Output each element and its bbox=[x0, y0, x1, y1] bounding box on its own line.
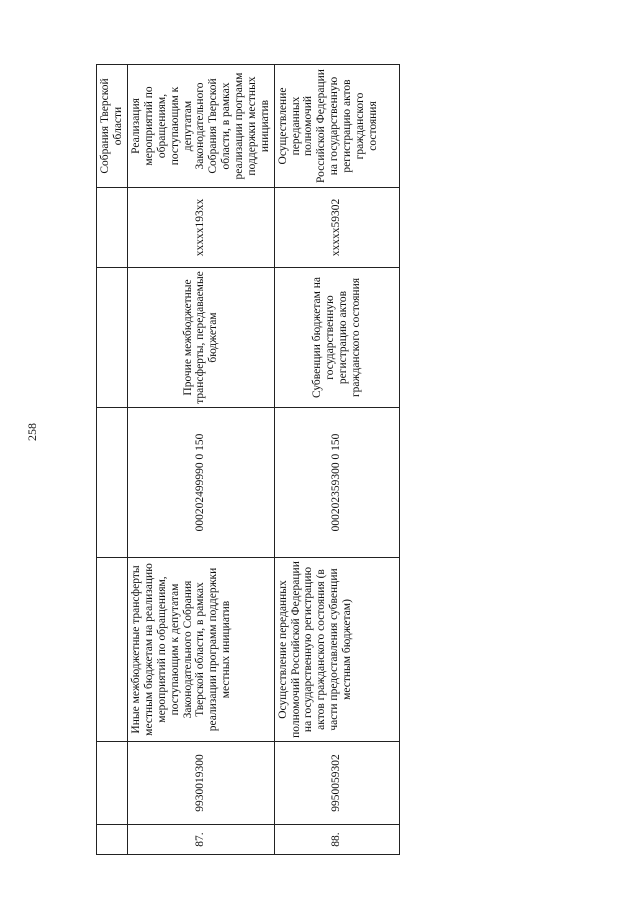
row-name: Осуществление переданных полномочий Российской Федерации на государственную регистрацию актов гражданского состояния (в части предоставления субвенции местным бюджетам) bbox=[274, 558, 399, 742]
table-row bbox=[274, 65, 399, 855]
row-budget-code: 000202359300 0 150 bbox=[274, 408, 399, 558]
table-cell bbox=[97, 408, 128, 558]
row-budget-code: 000202499990 0 150 bbox=[128, 408, 275, 558]
row-name: Иные межбюджетные трансферты местным бюджетам на реализацию мероприятий по обращениям, поступающим к депутатам Законодательного Собрания Тверской области, в рамках реализации программ поддержки местных инициатив bbox=[128, 558, 275, 742]
row-target-code: xxxxx193xx bbox=[128, 188, 275, 268]
budget-table bbox=[96, 64, 400, 855]
row-code: 9950059302 bbox=[274, 742, 399, 825]
table-cell bbox=[97, 188, 128, 268]
row-code: 9930019300 bbox=[128, 742, 275, 825]
table-cell bbox=[97, 268, 128, 408]
row-purpose: Осуществление переданных полномочий Российской Федерации на государственную регистрацию актов гражданского состояния bbox=[274, 65, 399, 188]
table-cell bbox=[97, 742, 128, 825]
table-cell bbox=[97, 558, 128, 742]
row-target-code: xxxxx59302 bbox=[274, 188, 399, 268]
table-row bbox=[97, 65, 128, 855]
row-number: 88. bbox=[274, 825, 399, 855]
header-purpose-cell: Собрания Тверской области bbox=[97, 65, 128, 188]
page-number: 258 bbox=[25, 423, 39, 441]
row-budget-name: Прочие межбюджетные трансферты, передаваемые бюджетам bbox=[128, 268, 275, 408]
row-budget-name: Субвенции бюджетам на государственную регистрацию актов гражданского состояния bbox=[274, 268, 399, 408]
table-row bbox=[128, 65, 275, 855]
row-purpose: Реализация мероприятий по обращениям, поступающим к депутатам Законодательного Собрания Тверской области, в рамках реализации программ поддержки местных инициатив bbox=[128, 65, 275, 188]
row-number: 87. bbox=[128, 825, 275, 855]
table-cell bbox=[97, 825, 128, 855]
